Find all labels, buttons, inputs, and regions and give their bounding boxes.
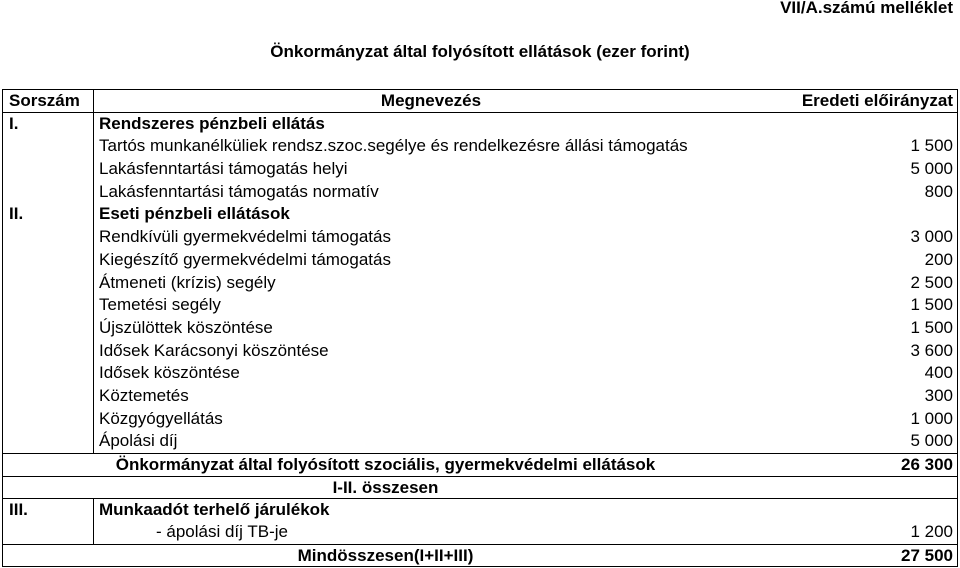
row-number <box>3 408 94 431</box>
row-number <box>3 340 94 363</box>
item-name: Közgyógyellátás <box>99 408 223 428</box>
benefits-table <box>2 89 958 567</box>
section-name: Rendszeres pénzbeli ellátás <box>99 113 325 133</box>
item-name: Köztemetés <box>99 385 189 405</box>
item-name: Idősek köszöntése <box>99 363 240 383</box>
item-name: Ápolási díj <box>99 431 178 451</box>
item-value: 3 600 <box>910 340 953 360</box>
table-row <box>3 272 957 295</box>
item-value: 1 500 <box>910 317 953 337</box>
section-name: Eseti pénzbeli ellátások <box>99 204 290 224</box>
item-value: 3 000 <box>910 227 953 247</box>
table-row <box>3 226 957 249</box>
item-value: 2 500 <box>910 272 953 292</box>
item-value: 1 500 <box>910 136 953 156</box>
item-name: Kiegészítő gyermekvédelmi támogatás <box>99 249 391 269</box>
item-name: Tartós munkanélküliek rendsz.szoc.segélye és rendelkezésre állási támogatás <box>99 136 688 156</box>
row-number: I. <box>3 113 94 136</box>
row-number <box>3 158 94 181</box>
table-row <box>3 430 957 453</box>
row-number <box>3 521 94 544</box>
subtotal-label: Önkormányzat által folyósított szociális, gyermekvédelmi ellátások <box>115 455 656 474</box>
table-row <box>3 158 957 181</box>
subtotal-row <box>3 453 957 476</box>
subtotal-value: 26 300 <box>901 455 953 474</box>
item-value <box>768 499 957 521</box>
table-row <box>3 135 957 158</box>
item-value: 5 000 <box>910 159 953 179</box>
row-number <box>3 272 94 295</box>
item-value: 800 <box>924 181 953 201</box>
section-row <box>3 203 957 226</box>
item-value: 400 <box>924 363 953 383</box>
column-header-number: Sorszám <box>3 90 94 112</box>
section-row <box>3 498 957 521</box>
row-number <box>3 362 94 385</box>
column-header-name: Megnevezés <box>380 91 482 110</box>
item-value <box>768 203 957 226</box>
table-row <box>3 249 957 272</box>
item-value: 300 <box>924 385 953 405</box>
subtotal-caption-row <box>3 476 957 499</box>
row-number: II. <box>3 203 94 226</box>
item-name: Temetési segély <box>99 295 221 315</box>
item-name: Újszülöttek köszöntése <box>99 317 273 337</box>
row-number: III. <box>3 499 94 521</box>
item-name: Átmeneti (krízis) segély <box>99 272 276 292</box>
item-value: 200 <box>924 249 953 269</box>
item-name: Rendkívüli gyermekvédelmi támogatás <box>99 227 391 247</box>
table-row <box>3 521 957 544</box>
row-number <box>3 249 94 272</box>
item-name: - ápolási díj TB-je <box>156 522 288 542</box>
column-header-value: Eredeti előirányzat <box>801 91 953 110</box>
row-number <box>3 294 94 317</box>
item-name: Idősek Karácsonyi köszöntése <box>99 340 329 360</box>
table-row <box>3 294 957 317</box>
row-number <box>3 135 94 158</box>
item-value <box>768 113 957 136</box>
item-value: 1 200 <box>910 522 953 542</box>
grand-total-row <box>3 544 957 567</box>
table-row <box>3 317 957 340</box>
annex-label: VII/A.számú melléklet <box>780 0 953 17</box>
row-number <box>3 181 94 204</box>
table-row <box>3 385 957 408</box>
grand-total-value: 27 500 <box>901 545 953 565</box>
table-row <box>3 408 957 431</box>
item-value: 1 500 <box>910 295 953 315</box>
table-row <box>3 362 957 385</box>
item-value: 5 000 <box>910 431 953 451</box>
item-value: 1 000 <box>910 408 953 428</box>
subtotal-caption: I-II. összesen <box>332 477 439 497</box>
table-row <box>3 340 957 363</box>
subtotal-caption-value <box>768 477 957 499</box>
item-name: Lakásfenntartási támogatás normatív <box>99 181 379 201</box>
section-row <box>3 113 957 136</box>
page-title: Önkormányzat által folyósított ellátások (ezer forint) <box>270 42 690 61</box>
table-header-row <box>3 90 957 113</box>
item-name: Lakásfenntartási támogatás helyi <box>99 159 348 179</box>
row-number <box>3 226 94 249</box>
grand-total-label: Mindösszesen(I+II+III) <box>297 545 474 565</box>
table-row <box>3 181 957 204</box>
row-number <box>3 430 94 453</box>
row-number <box>3 385 94 408</box>
section-name: Munkaadót terhelő járulékok <box>99 500 330 520</box>
row-number <box>3 317 94 340</box>
